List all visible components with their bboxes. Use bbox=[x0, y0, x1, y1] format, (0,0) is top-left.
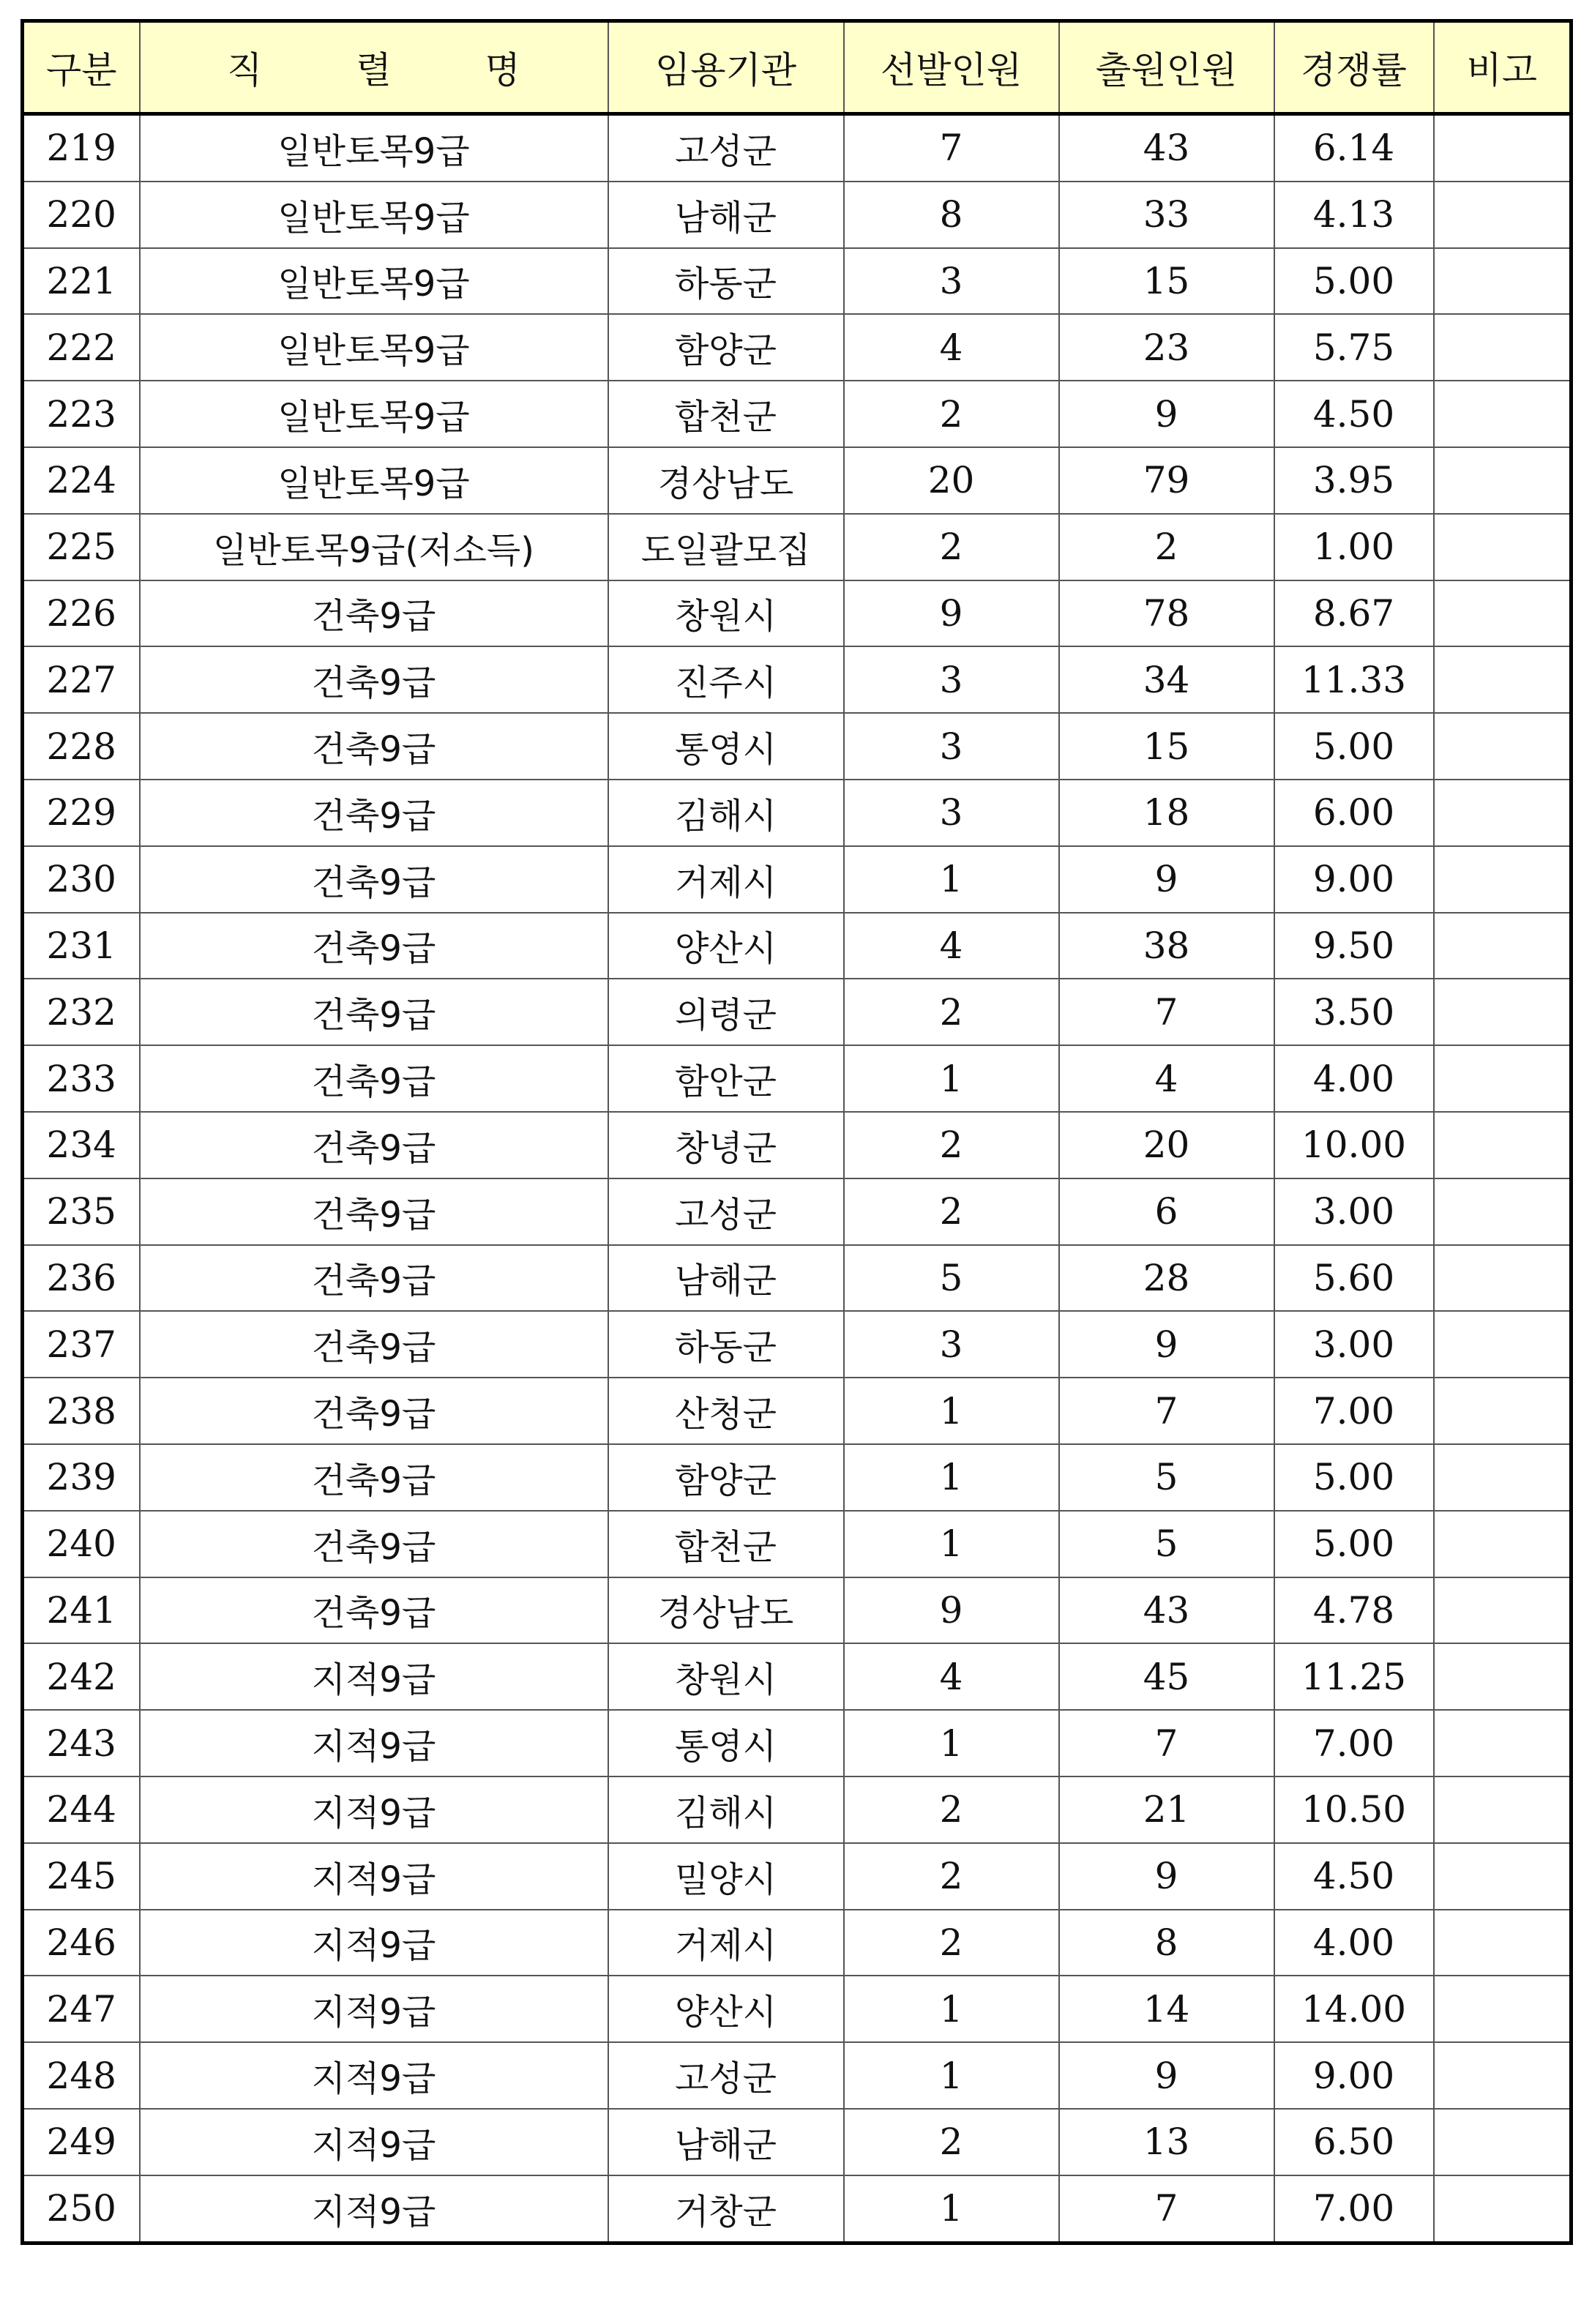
cell-position: 건축9급 bbox=[140, 646, 608, 713]
cell-remarks bbox=[1434, 248, 1572, 315]
table-row bbox=[23, 248, 1572, 315]
cell-agency: 거창군 bbox=[608, 2175, 844, 2243]
cell-no: 235 bbox=[23, 1178, 140, 1245]
cell-remarks bbox=[1434, 447, 1572, 514]
header-row bbox=[23, 21, 1572, 114]
cell-agency: 함양군 bbox=[608, 314, 844, 381]
cell-applicants: 15 bbox=[1059, 248, 1274, 315]
cell-position: 일반토목9급 bbox=[140, 381, 608, 447]
cell-ratio: 3.95 bbox=[1274, 447, 1434, 514]
cell-ratio: 4.13 bbox=[1274, 182, 1434, 248]
cell-selected: 2 bbox=[844, 1910, 1059, 1976]
cell-no: 224 bbox=[23, 447, 140, 514]
cell-ratio: 3.00 bbox=[1274, 1178, 1434, 1245]
cell-applicants: 5 bbox=[1059, 1444, 1274, 1511]
cell-no: 242 bbox=[23, 1643, 140, 1710]
cell-selected: 2 bbox=[844, 1843, 1059, 1910]
table-row bbox=[23, 1511, 1572, 1577]
cell-no: 233 bbox=[23, 1045, 140, 1112]
cell-selected: 2 bbox=[844, 2109, 1059, 2175]
cell-ratio: 10.00 bbox=[1274, 1112, 1434, 1178]
cell-position: 지적9급 bbox=[140, 1776, 608, 1843]
table-row bbox=[23, 2042, 1572, 2109]
cell-applicants: 21 bbox=[1059, 1776, 1274, 1843]
cell-selected: 1 bbox=[844, 1045, 1059, 1112]
cell-applicants: 9 bbox=[1059, 2042, 1274, 2109]
cell-agency: 남해군 bbox=[608, 182, 844, 248]
cell-ratio: 3.00 bbox=[1274, 1311, 1434, 1378]
table-row bbox=[23, 979, 1572, 1045]
cell-selected: 4 bbox=[844, 314, 1059, 381]
cell-agency: 김해시 bbox=[608, 1776, 844, 1843]
cell-position: 건축9급 bbox=[140, 1045, 608, 1112]
cell-selected: 5 bbox=[844, 1245, 1059, 1312]
cell-selected: 7 bbox=[844, 114, 1059, 182]
cell-position: 건축9급 bbox=[140, 1178, 608, 1245]
table-row bbox=[23, 1311, 1572, 1378]
cell-selected: 1 bbox=[844, 1710, 1059, 1776]
cell-selected: 2 bbox=[844, 1776, 1059, 1843]
cell-selected: 3 bbox=[844, 646, 1059, 713]
cell-applicants: 4 bbox=[1059, 1045, 1274, 1112]
cell-ratio: 6.00 bbox=[1274, 780, 1434, 846]
cell-agency: 합천군 bbox=[608, 381, 844, 447]
cell-selected: 2 bbox=[844, 979, 1059, 1045]
cell-position: 건축9급 bbox=[140, 713, 608, 780]
cell-selected: 1 bbox=[844, 1444, 1059, 1511]
cell-no: 221 bbox=[23, 248, 140, 315]
cell-agency: 창녕군 bbox=[608, 1112, 844, 1178]
cell-remarks bbox=[1434, 381, 1572, 447]
cell-ratio: 4.00 bbox=[1274, 1045, 1434, 1112]
cell-no: 234 bbox=[23, 1112, 140, 1178]
cell-no: 223 bbox=[23, 381, 140, 447]
cell-selected: 3 bbox=[844, 1311, 1059, 1378]
cell-selected: 2 bbox=[844, 1178, 1059, 1245]
table-row bbox=[23, 1577, 1572, 1644]
cell-applicants: 7 bbox=[1059, 1378, 1274, 1444]
cell-applicants: 7 bbox=[1059, 979, 1274, 1045]
cell-no: 245 bbox=[23, 1843, 140, 1910]
recruitment-table bbox=[20, 19, 1573, 2245]
cell-position: 일반토목9급 bbox=[140, 182, 608, 248]
cell-selected: 2 bbox=[844, 1112, 1059, 1178]
cell-selected: 3 bbox=[844, 248, 1059, 315]
cell-position: 건축9급 bbox=[140, 780, 608, 846]
cell-remarks bbox=[1434, 1245, 1572, 1312]
header-ratio: 경쟁률 bbox=[1274, 21, 1434, 114]
cell-no: 220 bbox=[23, 182, 140, 248]
table-row bbox=[23, 1910, 1572, 1976]
header-applicants: 출원인원 bbox=[1059, 21, 1274, 114]
table-row bbox=[23, 1378, 1572, 1444]
cell-applicants: 2 bbox=[1059, 514, 1274, 580]
cell-applicants: 6 bbox=[1059, 1178, 1274, 1245]
cell-applicants: 79 bbox=[1059, 447, 1274, 514]
cell-remarks bbox=[1434, 1511, 1572, 1577]
cell-remarks bbox=[1434, 2109, 1572, 2175]
cell-agency: 창원시 bbox=[608, 580, 844, 647]
cell-remarks bbox=[1434, 1045, 1572, 1112]
cell-remarks bbox=[1434, 713, 1572, 780]
cell-remarks bbox=[1434, 1378, 1572, 1444]
cell-no: 232 bbox=[23, 979, 140, 1045]
cell-ratio: 9.50 bbox=[1274, 913, 1434, 979]
cell-no: 236 bbox=[23, 1245, 140, 1312]
cell-selected: 4 bbox=[844, 1643, 1059, 1710]
cell-ratio: 5.75 bbox=[1274, 314, 1434, 381]
cell-selected: 1 bbox=[844, 846, 1059, 913]
cell-applicants: 9 bbox=[1059, 1843, 1274, 1910]
cell-selected: 2 bbox=[844, 381, 1059, 447]
cell-ratio: 3.50 bbox=[1274, 979, 1434, 1045]
cell-remarks bbox=[1434, 1643, 1572, 1710]
cell-applicants: 45 bbox=[1059, 1643, 1274, 1710]
cell-remarks bbox=[1434, 114, 1572, 182]
cell-agency: 밀양시 bbox=[608, 1843, 844, 1910]
cell-agency: 남해군 bbox=[608, 1245, 844, 1312]
cell-ratio: 5.00 bbox=[1274, 1511, 1434, 1577]
cell-selected: 1 bbox=[844, 1976, 1059, 2042]
cell-selected: 9 bbox=[844, 580, 1059, 647]
cell-no: 249 bbox=[23, 2109, 140, 2175]
cell-position: 건축9급 bbox=[140, 1245, 608, 1312]
cell-selected: 2 bbox=[844, 514, 1059, 580]
cell-selected: 3 bbox=[844, 780, 1059, 846]
cell-position: 지적9급 bbox=[140, 1976, 608, 2042]
cell-remarks bbox=[1434, 2175, 1572, 2243]
cell-applicants: 9 bbox=[1059, 846, 1274, 913]
table-row bbox=[23, 1245, 1572, 1312]
table-row bbox=[23, 1843, 1572, 1910]
cell-agency: 통영시 bbox=[608, 1710, 844, 1776]
cell-ratio: 4.50 bbox=[1274, 1843, 1434, 1910]
cell-no: 231 bbox=[23, 913, 140, 979]
cell-no: 238 bbox=[23, 1378, 140, 1444]
cell-agency: 의령군 bbox=[608, 979, 844, 1045]
cell-no: 229 bbox=[23, 780, 140, 846]
cell-applicants: 28 bbox=[1059, 1245, 1274, 1312]
table-row bbox=[23, 580, 1572, 647]
cell-remarks bbox=[1434, 2042, 1572, 2109]
cell-applicants: 7 bbox=[1059, 1710, 1274, 1776]
cell-remarks bbox=[1434, 1112, 1572, 1178]
cell-agency: 고성군 bbox=[608, 1178, 844, 1245]
cell-position: 건축9급 bbox=[140, 580, 608, 647]
table-row bbox=[23, 1444, 1572, 1511]
cell-ratio: 7.00 bbox=[1274, 1378, 1434, 1444]
table-row bbox=[23, 1643, 1572, 1710]
cell-position: 일반토목9급 bbox=[140, 447, 608, 514]
cell-no: 247 bbox=[23, 1976, 140, 2042]
cell-position: 지적9급 bbox=[140, 1643, 608, 1710]
cell-applicants: 23 bbox=[1059, 314, 1274, 381]
cell-remarks bbox=[1434, 913, 1572, 979]
cell-agency: 고성군 bbox=[608, 2042, 844, 2109]
cell-remarks bbox=[1434, 182, 1572, 248]
cell-applicants: 78 bbox=[1059, 580, 1274, 647]
cell-agency: 합천군 bbox=[608, 1511, 844, 1577]
cell-remarks bbox=[1434, 1710, 1572, 1776]
cell-agency: 고성군 bbox=[608, 114, 844, 182]
cell-ratio: 9.00 bbox=[1274, 2042, 1434, 2109]
cell-applicants: 9 bbox=[1059, 381, 1274, 447]
cell-selected: 4 bbox=[844, 913, 1059, 979]
cell-no: 246 bbox=[23, 1910, 140, 1976]
cell-agency: 통영시 bbox=[608, 713, 844, 780]
cell-position: 건축9급 bbox=[140, 913, 608, 979]
table-body bbox=[23, 114, 1572, 2243]
cell-ratio: 5.00 bbox=[1274, 1444, 1434, 1511]
cell-no: 244 bbox=[23, 1776, 140, 1843]
header-agency: 임용기관 bbox=[608, 21, 844, 114]
cell-position: 일반토목9급(저소득) bbox=[140, 514, 608, 580]
cell-no: 226 bbox=[23, 580, 140, 647]
cell-agency: 거제시 bbox=[608, 846, 844, 913]
table-row bbox=[23, 713, 1572, 780]
cell-position: 지적9급 bbox=[140, 2042, 608, 2109]
cell-position: 건축9급 bbox=[140, 979, 608, 1045]
cell-agency: 경상남도 bbox=[608, 1577, 844, 1644]
cell-ratio: 7.00 bbox=[1274, 2175, 1434, 2243]
cell-position: 지적9급 bbox=[140, 1710, 608, 1776]
cell-ratio: 5.60 bbox=[1274, 1245, 1434, 1312]
cell-selected: 3 bbox=[844, 713, 1059, 780]
cell-applicants: 14 bbox=[1059, 1976, 1274, 2042]
cell-agency: 양산시 bbox=[608, 913, 844, 979]
cell-agency: 함양군 bbox=[608, 1444, 844, 1511]
cell-selected: 1 bbox=[844, 1378, 1059, 1444]
header-no: 구분 bbox=[23, 21, 140, 114]
cell-remarks bbox=[1434, 314, 1572, 381]
cell-applicants: 8 bbox=[1059, 1910, 1274, 1976]
header-remarks: 비고 bbox=[1434, 21, 1572, 114]
cell-agency: 하동군 bbox=[608, 248, 844, 315]
cell-ratio: 1.00 bbox=[1274, 514, 1434, 580]
cell-selected: 8 bbox=[844, 182, 1059, 248]
table-row bbox=[23, 1976, 1572, 2042]
cell-applicants: 20 bbox=[1059, 1112, 1274, 1178]
cell-remarks bbox=[1434, 780, 1572, 846]
cell-ratio: 8.67 bbox=[1274, 580, 1434, 647]
cell-ratio: 10.50 bbox=[1274, 1776, 1434, 1843]
cell-ratio: 4.00 bbox=[1274, 1910, 1434, 1976]
table-row bbox=[23, 2175, 1572, 2243]
cell-ratio: 4.78 bbox=[1274, 1577, 1434, 1644]
table-row bbox=[23, 780, 1572, 846]
cell-position: 건축9급 bbox=[140, 1444, 608, 1511]
cell-remarks bbox=[1434, 1577, 1572, 1644]
cell-remarks bbox=[1434, 846, 1572, 913]
cell-no: 230 bbox=[23, 846, 140, 913]
cell-applicants: 5 bbox=[1059, 1511, 1274, 1577]
cell-selected: 1 bbox=[844, 2042, 1059, 2109]
cell-remarks bbox=[1434, 1776, 1572, 1843]
cell-position: 건축9급 bbox=[140, 1577, 608, 1644]
table-row bbox=[23, 114, 1572, 182]
cell-applicants: 38 bbox=[1059, 913, 1274, 979]
cell-remarks bbox=[1434, 1311, 1572, 1378]
cell-position: 지적9급 bbox=[140, 1843, 608, 1910]
cell-position: 건축9급 bbox=[140, 1378, 608, 1444]
cell-applicants: 43 bbox=[1059, 1577, 1274, 1644]
table-row bbox=[23, 514, 1572, 580]
cell-applicants: 7 bbox=[1059, 2175, 1274, 2243]
cell-position: 건축9급 bbox=[140, 1112, 608, 1178]
cell-no: 222 bbox=[23, 314, 140, 381]
table-row bbox=[23, 1178, 1572, 1245]
cell-position: 지적9급 bbox=[140, 2109, 608, 2175]
cell-no: 219 bbox=[23, 114, 140, 182]
cell-no: 225 bbox=[23, 514, 140, 580]
cell-selected: 1 bbox=[844, 1511, 1059, 1577]
table-row bbox=[23, 2109, 1572, 2175]
cell-agency: 산청군 bbox=[608, 1378, 844, 1444]
cell-selected: 20 bbox=[844, 447, 1059, 514]
cell-applicants: 13 bbox=[1059, 2109, 1274, 2175]
cell-ratio: 5.00 bbox=[1274, 248, 1434, 315]
table-row bbox=[23, 913, 1572, 979]
cell-agency: 김해시 bbox=[608, 780, 844, 846]
table-row bbox=[23, 314, 1572, 381]
cell-selected: 1 bbox=[844, 2175, 1059, 2243]
cell-applicants: 34 bbox=[1059, 646, 1274, 713]
header-position: 직 렬 명 bbox=[140, 21, 608, 114]
cell-agency: 거제시 bbox=[608, 1910, 844, 1976]
cell-ratio: 4.50 bbox=[1274, 381, 1434, 447]
cell-ratio: 11.33 bbox=[1274, 646, 1434, 713]
table-row bbox=[23, 1710, 1572, 1776]
header-selected: 선발인원 bbox=[844, 21, 1059, 114]
cell-ratio: 9.00 bbox=[1274, 846, 1434, 913]
cell-applicants: 9 bbox=[1059, 1311, 1274, 1378]
cell-ratio: 11.25 bbox=[1274, 1643, 1434, 1710]
cell-agency: 진주시 bbox=[608, 646, 844, 713]
cell-ratio: 7.00 bbox=[1274, 1710, 1434, 1776]
cell-no: 241 bbox=[23, 1577, 140, 1644]
cell-position: 지적9급 bbox=[140, 1910, 608, 1976]
cell-applicants: 18 bbox=[1059, 780, 1274, 846]
table-row bbox=[23, 182, 1572, 248]
cell-agency: 남해군 bbox=[608, 2109, 844, 2175]
cell-ratio: 5.00 bbox=[1274, 713, 1434, 780]
cell-no: 237 bbox=[23, 1311, 140, 1378]
cell-no: 239 bbox=[23, 1444, 140, 1511]
cell-no: 227 bbox=[23, 646, 140, 713]
table-row bbox=[23, 1112, 1572, 1178]
cell-agency: 하동군 bbox=[608, 1311, 844, 1378]
cell-remarks bbox=[1434, 580, 1572, 647]
table-row bbox=[23, 646, 1572, 713]
table-row bbox=[23, 447, 1572, 514]
table-row bbox=[23, 846, 1572, 913]
cell-remarks bbox=[1434, 1910, 1572, 1976]
cell-agency: 경상남도 bbox=[608, 447, 844, 514]
cell-position: 일반토목9급 bbox=[140, 114, 608, 182]
cell-no: 248 bbox=[23, 2042, 140, 2109]
cell-remarks bbox=[1434, 1178, 1572, 1245]
cell-selected: 9 bbox=[844, 1577, 1059, 1644]
table-row bbox=[23, 1045, 1572, 1112]
cell-position: 건축9급 bbox=[140, 1511, 608, 1577]
table-row bbox=[23, 381, 1572, 447]
cell-no: 240 bbox=[23, 1511, 140, 1577]
cell-agency: 창원시 bbox=[608, 1643, 844, 1710]
cell-ratio: 6.50 bbox=[1274, 2109, 1434, 2175]
cell-remarks bbox=[1434, 1843, 1572, 1910]
cell-no: 228 bbox=[23, 713, 140, 780]
cell-agency: 도일괄모집 bbox=[608, 514, 844, 580]
cell-ratio: 14.00 bbox=[1274, 1976, 1434, 2042]
cell-applicants: 43 bbox=[1059, 114, 1274, 182]
cell-remarks bbox=[1434, 514, 1572, 580]
cell-position: 지적9급 bbox=[140, 2175, 608, 2243]
cell-no: 243 bbox=[23, 1710, 140, 1776]
cell-applicants: 15 bbox=[1059, 713, 1274, 780]
cell-agency: 양산시 bbox=[608, 1976, 844, 2042]
cell-ratio: 6.14 bbox=[1274, 114, 1434, 182]
cell-remarks bbox=[1434, 646, 1572, 713]
cell-remarks bbox=[1434, 1444, 1572, 1511]
cell-applicants: 33 bbox=[1059, 182, 1274, 248]
cell-remarks bbox=[1434, 979, 1572, 1045]
cell-no: 250 bbox=[23, 2175, 140, 2243]
cell-position: 일반토목9급 bbox=[140, 248, 608, 315]
table-row bbox=[23, 1776, 1572, 1843]
cell-remarks bbox=[1434, 1976, 1572, 2042]
cell-position: 건축9급 bbox=[140, 846, 608, 913]
cell-position: 일반토목9급 bbox=[140, 314, 608, 381]
cell-agency: 함안군 bbox=[608, 1045, 844, 1112]
cell-position: 건축9급 bbox=[140, 1311, 608, 1378]
